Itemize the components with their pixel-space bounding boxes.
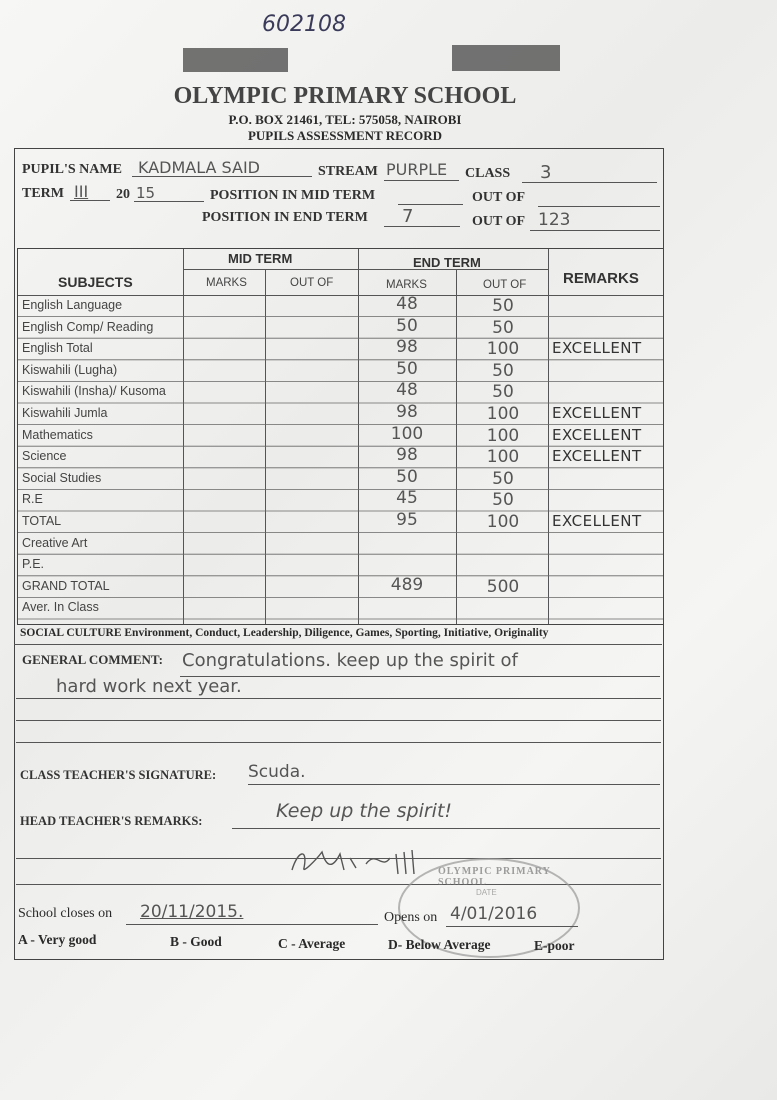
mid-marks-header: MARKS [206,277,247,289]
closes-line [126,924,378,925]
tape-strip-right [452,45,560,71]
remark: EXCELLENT [552,512,642,530]
mid-position-line [398,204,463,205]
end-term-out-of: 100 [486,425,520,446]
subject-name: Kiswahili (Insha)/ Kusoma [22,384,166,399]
remark-line-1 [232,828,660,829]
subject-name: Mathematics [22,427,93,442]
end-out-of-line [530,230,660,231]
comment-line-2 [16,698,661,699]
subject-name: GRAND TOTAL [22,578,110,593]
end-out-of-header: OUT OF [483,279,527,291]
subject-name: Science [22,449,67,464]
end-out-of-label: OUT OF [472,214,526,229]
pupil-name-label: PUPIL'S NAME [22,162,122,177]
end-position-line [384,226,460,227]
end-term-marks: 98 [396,445,418,466]
school-address: P.O. BOX 21461, TEL: 575058, NAIROBI [228,112,462,127]
closes-label: School closes on [18,906,113,921]
table-row [18,403,663,425]
end-term-marks: 98 [396,402,418,422]
record-title: PUPILS ASSESSMENT RECORD [247,128,443,143]
table-row [18,338,663,360]
grade-d: D- Below Average [388,937,491,952]
table-row [18,446,663,468]
social-culture-label: SOCIAL CULTURE Environment, Conduct, Leadership, Diligence, Games, Sporting, Initiative, Originality [20,627,549,639]
remark: EXCELLENT [552,404,642,422]
opens-line [446,926,578,927]
end-term-marks: 50 [396,466,418,487]
subject-name: R.E [22,492,43,507]
grade-a: A - Very good [18,932,97,947]
comment-line-3 [16,720,661,721]
subject-name: Aver. In Class [22,600,99,615]
class-label: CLASS [465,166,511,181]
pupil-name-value: KADMALA SAID [138,158,260,177]
divider [14,644,662,645]
school-name: OLYMPIC PRIMARY SCHOOL [173,83,517,109]
remarks-header: REMARKS [563,270,639,287]
subject-name: Kiswahili (Lugha) [22,362,118,377]
end-term-out-of: 50 [492,490,514,511]
general-comment-line-2: hard work next year. [56,676,242,697]
comment-line-1 [180,676,660,677]
end-term-marks: 45 [396,488,418,509]
closes-date: 20/11/2015. [140,902,244,922]
end-term-out-of: 50 [492,468,514,489]
subject-name: English Total [22,341,93,356]
opens-date: 4/01/2016 [450,904,538,924]
subject-name: Kiswahili Jumla [22,406,108,420]
document-number: 602108 [262,12,346,37]
end-term-marks: 98 [396,337,418,358]
end-term-out-of: 50 [492,382,514,403]
subject-name: English Language [22,298,123,312]
comment-line-4 [16,742,661,743]
table-row [18,317,663,339]
opens-label: Opens on [384,910,438,925]
table-row [18,511,663,533]
head-teacher-signature [286,840,426,880]
head-teacher-remark: Keep up the spirit! [276,800,453,822]
table-row [18,425,663,447]
mid-out-of-line [538,206,660,207]
year-prefix: 20 [116,187,130,202]
class-teacher-signature: Scuda. [248,762,306,782]
head-teacher-label: HEAD TEACHER'S REMARKS: [20,814,203,828]
end-term-marks: 489 [390,574,424,595]
assessment-table [17,248,664,625]
signature-line [248,784,660,785]
end-position-label: POSITION IN END TERM [202,210,368,225]
table-row [18,533,663,555]
end-term-marks: 48 [396,294,418,314]
mid-term-header: MID TERM [228,251,293,266]
year-suffix: 15 [136,184,156,202]
table-row [18,295,663,317]
subject-name: TOTAL [22,514,62,528]
end-term-header: END TERM [413,255,481,270]
stream-label: STREAM [318,164,378,179]
general-comment-label: GENERAL COMMENT: [22,652,163,667]
stamp-text: OLYMPIC PRIMARY SCHOOL [438,866,551,888]
term-label: TERM [22,186,64,201]
grade-b: B - Good [170,934,222,949]
end-term-out-of: 50 [492,317,514,338]
remark: EXCELLENT [552,339,642,358]
subject-name: Social Studies [22,470,102,485]
mid-out-of-label: OUT OF [472,190,526,205]
end-term-out-of: 100 [486,512,520,532]
table-row [18,597,663,619]
end-term-out-of: 50 [492,296,514,316]
grade-c: C - Average [278,936,346,951]
end-term-out-of: 50 [492,360,514,381]
end-term-out-of: 500 [486,576,520,597]
general-comment-line-1: Congratulations. keep up the spirit of [182,650,518,671]
end-out-of-value: 123 [538,210,571,230]
end-term-out-of: 100 [486,339,520,360]
subject-name: P.E. [22,557,45,572]
end-term-marks: 50 [396,315,418,336]
end-marks-header: MARKS [386,279,427,291]
end-term-marks: 50 [396,358,418,379]
term-value: III [74,182,89,201]
subjects-header: SUBJECTS [58,274,133,290]
remark: EXCELLENT [552,425,642,444]
tape-strip-left [183,48,288,72]
table-row [18,554,663,576]
subject-name: Creative Art [22,535,88,550]
grade-e: E-poor [534,938,575,953]
mid-out-of-header: OUT OF [290,277,334,289]
table-row [18,360,663,382]
mid-position-label: POSITION IN MID TERM [210,188,376,203]
end-position-value: 7 [402,206,414,227]
table-row [18,489,663,511]
end-term-out-of: 100 [486,447,520,468]
stream-value: PURPLE [386,160,448,179]
table-row [18,381,663,403]
end-term-marks: 95 [396,510,418,530]
class-teacher-label: CLASS TEACHER'S SIGNATURE: [20,768,217,782]
class-value: 3 [540,162,552,183]
end-term-out-of: 100 [486,404,520,424]
end-term-marks: 100 [390,423,424,444]
stamp-date-label: DATE [476,888,497,897]
remark: EXCELLENT [552,447,642,466]
end-term-marks: 48 [396,380,418,401]
subject-name: English Comp/ Reading [22,319,154,334]
stream-line [384,180,459,181]
table-row [18,576,663,598]
table-row [18,468,663,490]
